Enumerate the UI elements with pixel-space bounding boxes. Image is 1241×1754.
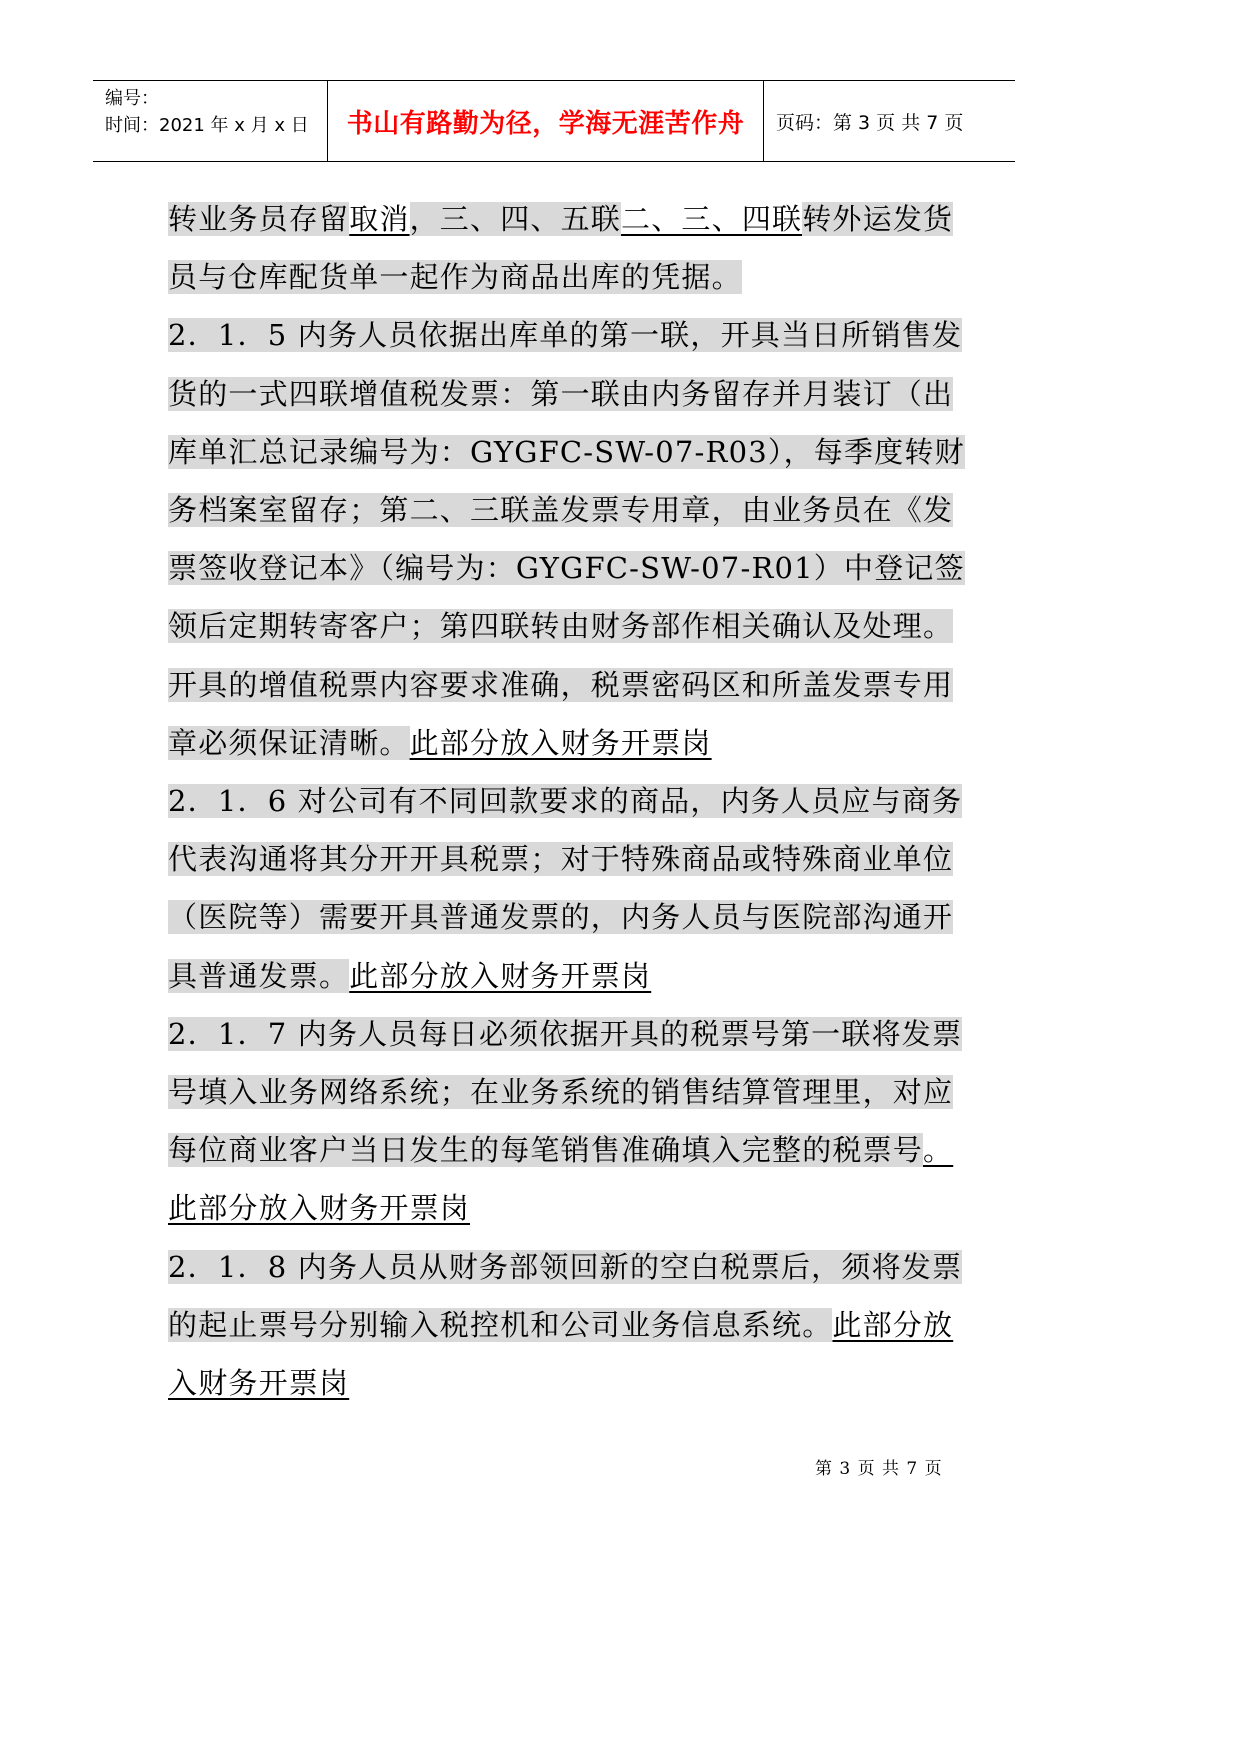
text-segment: 转外运发货员与仓库配货单一起作为商品出库的凭据。 [168, 202, 954, 295]
paragraph-1 [168, 190, 974, 306]
underlined-note: 此部分放入财务开票岗 [349, 958, 652, 993]
page-footer: 第 3 页 共 7 页 [815, 1459, 943, 1479]
underlined-note: 。 此部分放入财务开票岗 [168, 1133, 954, 1226]
text-segment: ，三、四、五联 [409, 202, 622, 236]
document-number-label: 编号： [105, 88, 159, 109]
text-segment: 2．1．8 内务人员从财务部领回新的空白税票后，须将发票的起止票号分别输入税控机和公司业务信息系统。 [168, 1249, 963, 1342]
document-time-label: 时间：2021 年 x 月 x 日 [105, 115, 309, 136]
underlined-note: 此部分放入财务开票岗 [409, 725, 712, 760]
header-page-label: 页码：第 3 页 共 7 页 [776, 111, 964, 134]
document-header [93, 80, 1015, 162]
underlined-note: 此部分放入财务开票岗 [168, 1307, 954, 1401]
underlined-segment: 二、三、四联 [621, 202, 803, 236]
paragraph-2-1-7 [168, 1005, 974, 1238]
text-segment: 转业务员存留 [168, 202, 350, 236]
underlined-segment: 取消 [349, 202, 410, 236]
text-segment: 2．1．6 对公司有不同回款要求的商品，内务人员应与商务代表沟通将其分开开具税票；对于特殊商品或特殊商业单位（医院等）需要开具普通发票的，内务人员与医院部沟通开具普通发票。 [168, 784, 963, 993]
text-segment: 2．1．5 内务人员依据出库单的第一联，开具当日所销售发货的一式四联增值税发票：第一联由内务留存并月装订（出库单汇总记录编号为：GYGFC-SW-07-R03），每季度转财务档案室留存；第二、三联盖发票专用章，由业务员在《发票签收登记本》（编号为：GYGFC-SW-07-R01）中登记签领后定期转寄客户；第四联转由财务部作相关确认及处理。开具的增值税票内容要求准确，税票密码区和所盖发票专用章必须保证清晰。 [168, 318, 965, 760]
document-body [168, 190, 974, 1412]
text-segment: 2．1．7 内务人员每日必须依据开具的税票号第一联将发票号填入业务网络系统；在业务系统的销售结算管理里，对应每位商业客户当日发生的每笔销售准确填入完整的税票号 [168, 1016, 963, 1168]
header-motto: 书山有路勤为径，学海无涯苦作舟 [328, 81, 764, 161]
paragraph-2-1-8 [168, 1238, 974, 1413]
paragraph-2-1-6 [168, 772, 974, 1005]
paragraph-2-1-5 [168, 306, 974, 772]
header-meta [93, 81, 328, 161]
